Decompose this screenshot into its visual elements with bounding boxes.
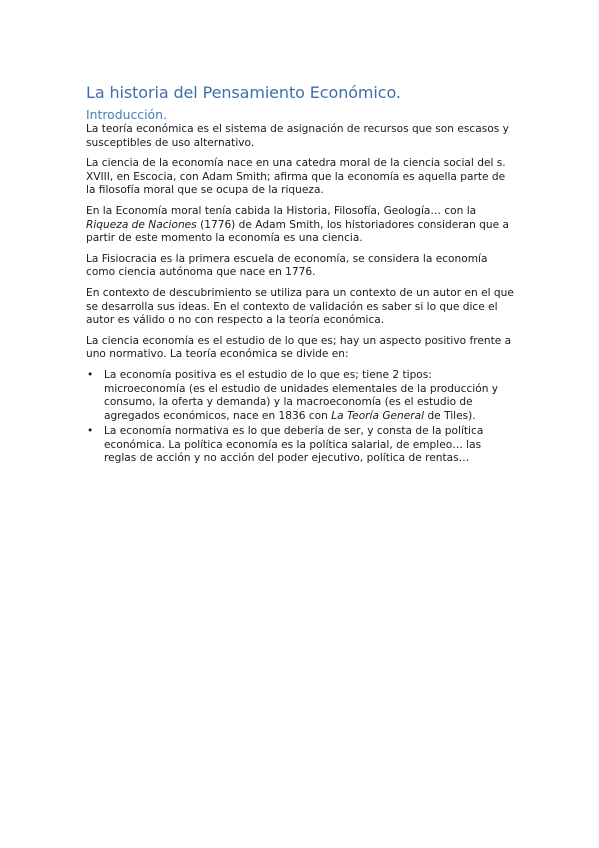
list-item-economia-normativa — [86, 425, 516, 466]
bullet-icon: • — [87, 368, 94, 381]
paragraph-economia-moral — [86, 205, 516, 246]
document-page — [86, 82, 516, 468]
bullet-icon: • — [87, 425, 94, 438]
paragraph-ciencia-economia: La ciencia de la economía nace en una catedra moral de la ciencia social del s. XVIII, en Escocia, con Adam Smith; afirma que la economía es aquella parte de la filosofía moral que se ocupa de la riqueza. — [86, 157, 506, 197]
book-title-riqueza-de-naciones: Riqueza de Naciones — [86, 218, 197, 231]
list-item-economia-positiva-text-b: de Tiles). — [424, 409, 476, 422]
list-item-economia-normativa-text: La economía normativa es lo que debería de ser, y consta de la política económica. La política economía es la política salarial, de empleo… las reglas de acción y no acción del poder ejecutivo, política de rentas… — [104, 425, 484, 465]
list-item-economia-positiva-text-a: La economía positiva es el estudio de lo que es; tiene 2 tipos: microeconomía (es el estudio de unidades elementales de la producción y consumo, la oferta y demanda) y la macroeconomía (es el estudio de agregados económicos, nace en 1836 con — [104, 368, 499, 422]
section-heading-introduccion: Introducción. — [86, 107, 167, 122]
paragraph-fisiocracia: La Fisiocracia es la primera escuela de economía, se considera la economía como ciencia autónoma que nace en 1776. — [86, 252, 488, 279]
list-item-economia-positiva — [86, 369, 516, 423]
paragraph-contexto: En contexto de descubrimiento se utiliza para un contexto de un autor en el que se desarrolla sus ideas. En el contexto de validación es saber si lo que dice el autor es válido o no con respecto a la teoría económica. — [86, 286, 514, 327]
paragraph-economia-moral-text-b: (1776) de Adam Smith, los historiadores consideran que a partir de este momento la economía es una ciencia. — [86, 218, 509, 245]
book-title-teoria-general: La Teoría General — [331, 409, 425, 422]
paragraph-ciencia-economia-estudio: La ciencia economía es el estudio de lo que es; hay un aspecto positivo frente a uno normativo. La teoría económica se divide en: — [86, 334, 512, 361]
paragraph-economia-moral-text-a: En la Economía moral tenía cabida la Historia, Filosofía, Geología… con la — [86, 204, 477, 217]
document-title: La historia del Pensamiento Económico. — [86, 83, 401, 102]
bullet-list — [86, 369, 516, 466]
paragraph-teoria-economica: La teoría económica es el sistema de asignación de recursos que son escasos y susceptibles de uso alternativo. — [86, 123, 509, 149]
